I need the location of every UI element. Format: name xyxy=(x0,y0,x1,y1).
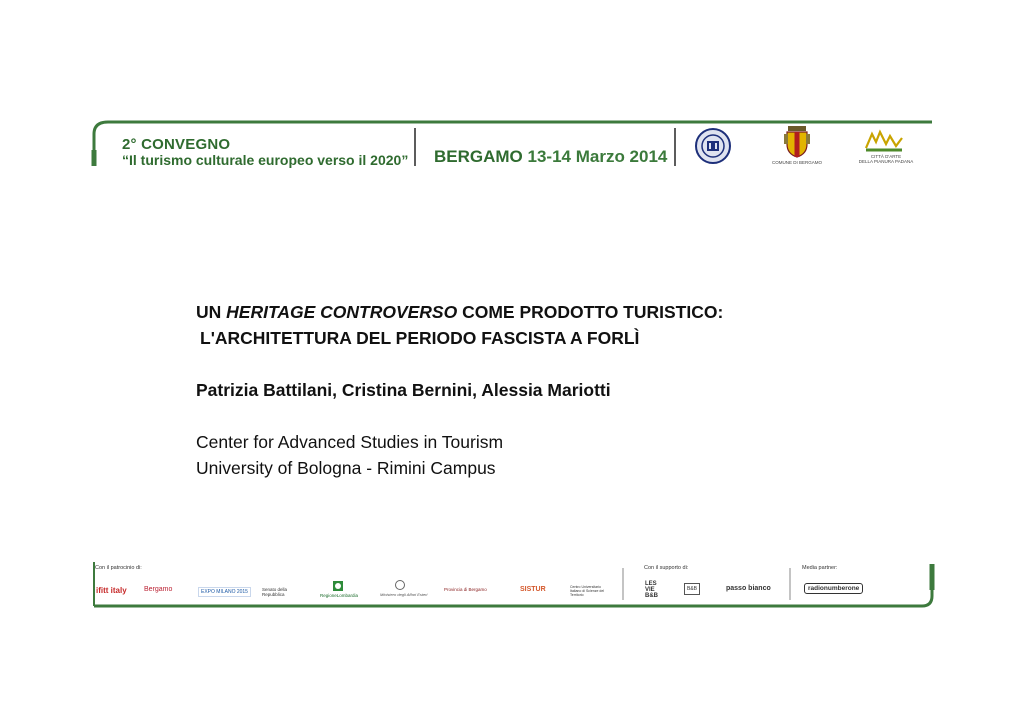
conference-edition: 2° CONVEGNO xyxy=(122,136,231,153)
institution-line2: University of Bologna - Rimini Campus xyxy=(196,458,496,478)
patronage-caption: Con il patrocinio di: xyxy=(95,565,142,571)
title-prefix: UN xyxy=(196,302,227,322)
event-dates: 13-14 Marzo 2014 xyxy=(527,147,668,166)
authors: Patrizia Battilani, Cristina Bernini, Alessia Mariotti xyxy=(196,380,611,400)
patron-logo-centro: Centro Universitario Italiano di Scienze del Territorio xyxy=(570,585,605,597)
header-divider-2 xyxy=(674,128,676,166)
university-seal-icon xyxy=(694,127,732,165)
title-suffix: COME PRODOTTO TURISTICO: xyxy=(457,302,724,322)
event-city: BERGAMO xyxy=(434,147,523,166)
supporter-logo-passobianco: passo bianco xyxy=(726,585,771,592)
citta-arte-label xyxy=(858,154,914,164)
patron-logo-senato: Senato della Repubblica xyxy=(262,587,288,597)
patron-logo-regione: RegioneLombardia xyxy=(320,593,359,598)
presentation-title-line1 xyxy=(196,302,723,323)
support-caption: Con il supporto di: xyxy=(644,565,689,571)
event-location xyxy=(434,147,667,167)
citta-arte-label-1: CITTÀ D'ARTE xyxy=(870,154,902,159)
media-caption: Media partner: xyxy=(802,565,838,571)
patron-logo-bergamo: Bergamo xyxy=(144,586,173,593)
regione-lombardia-icon xyxy=(333,581,343,591)
supporter-logo-lesvie: LES VIE B&B xyxy=(645,581,658,599)
comune-bergamo-crest-icon xyxy=(782,124,812,158)
supporter-logo-bb: B&B xyxy=(684,583,700,595)
patron-logo-provincia: Provincia di Bergamo xyxy=(444,587,487,592)
header-divider xyxy=(414,128,416,166)
patron-logo-ifitt: ifitt italy xyxy=(96,586,127,595)
title-emphasis: HERITAGE CONTROVERSO xyxy=(226,302,458,322)
presentation-title-line2: L'ARCHITETTURA DEL PERIODO FASCISTA A FORLÌ xyxy=(200,328,640,348)
comune-bergamo-label: COMUNE DI BERGAMO xyxy=(771,160,822,165)
citta-arte-label-2: DELLA PIANURA PADANA xyxy=(858,159,914,164)
conference-title: “Il turismo culturale europeo verso il 2020” xyxy=(122,152,409,168)
patron-logo-expo: EXPO MILANO 2015 xyxy=(198,587,251,597)
media-partner-logo: radionumberone xyxy=(804,583,863,594)
patron-logo-ministero: Ministero degli Affari Esteri xyxy=(380,592,428,597)
patron-logo-sistur: SISTUR xyxy=(520,586,546,593)
ministero-emblem-icon xyxy=(395,580,405,590)
citta-arte-logo-icon xyxy=(864,128,904,152)
institution-line1: Center for Advanced Studies in Tourism xyxy=(196,432,504,452)
